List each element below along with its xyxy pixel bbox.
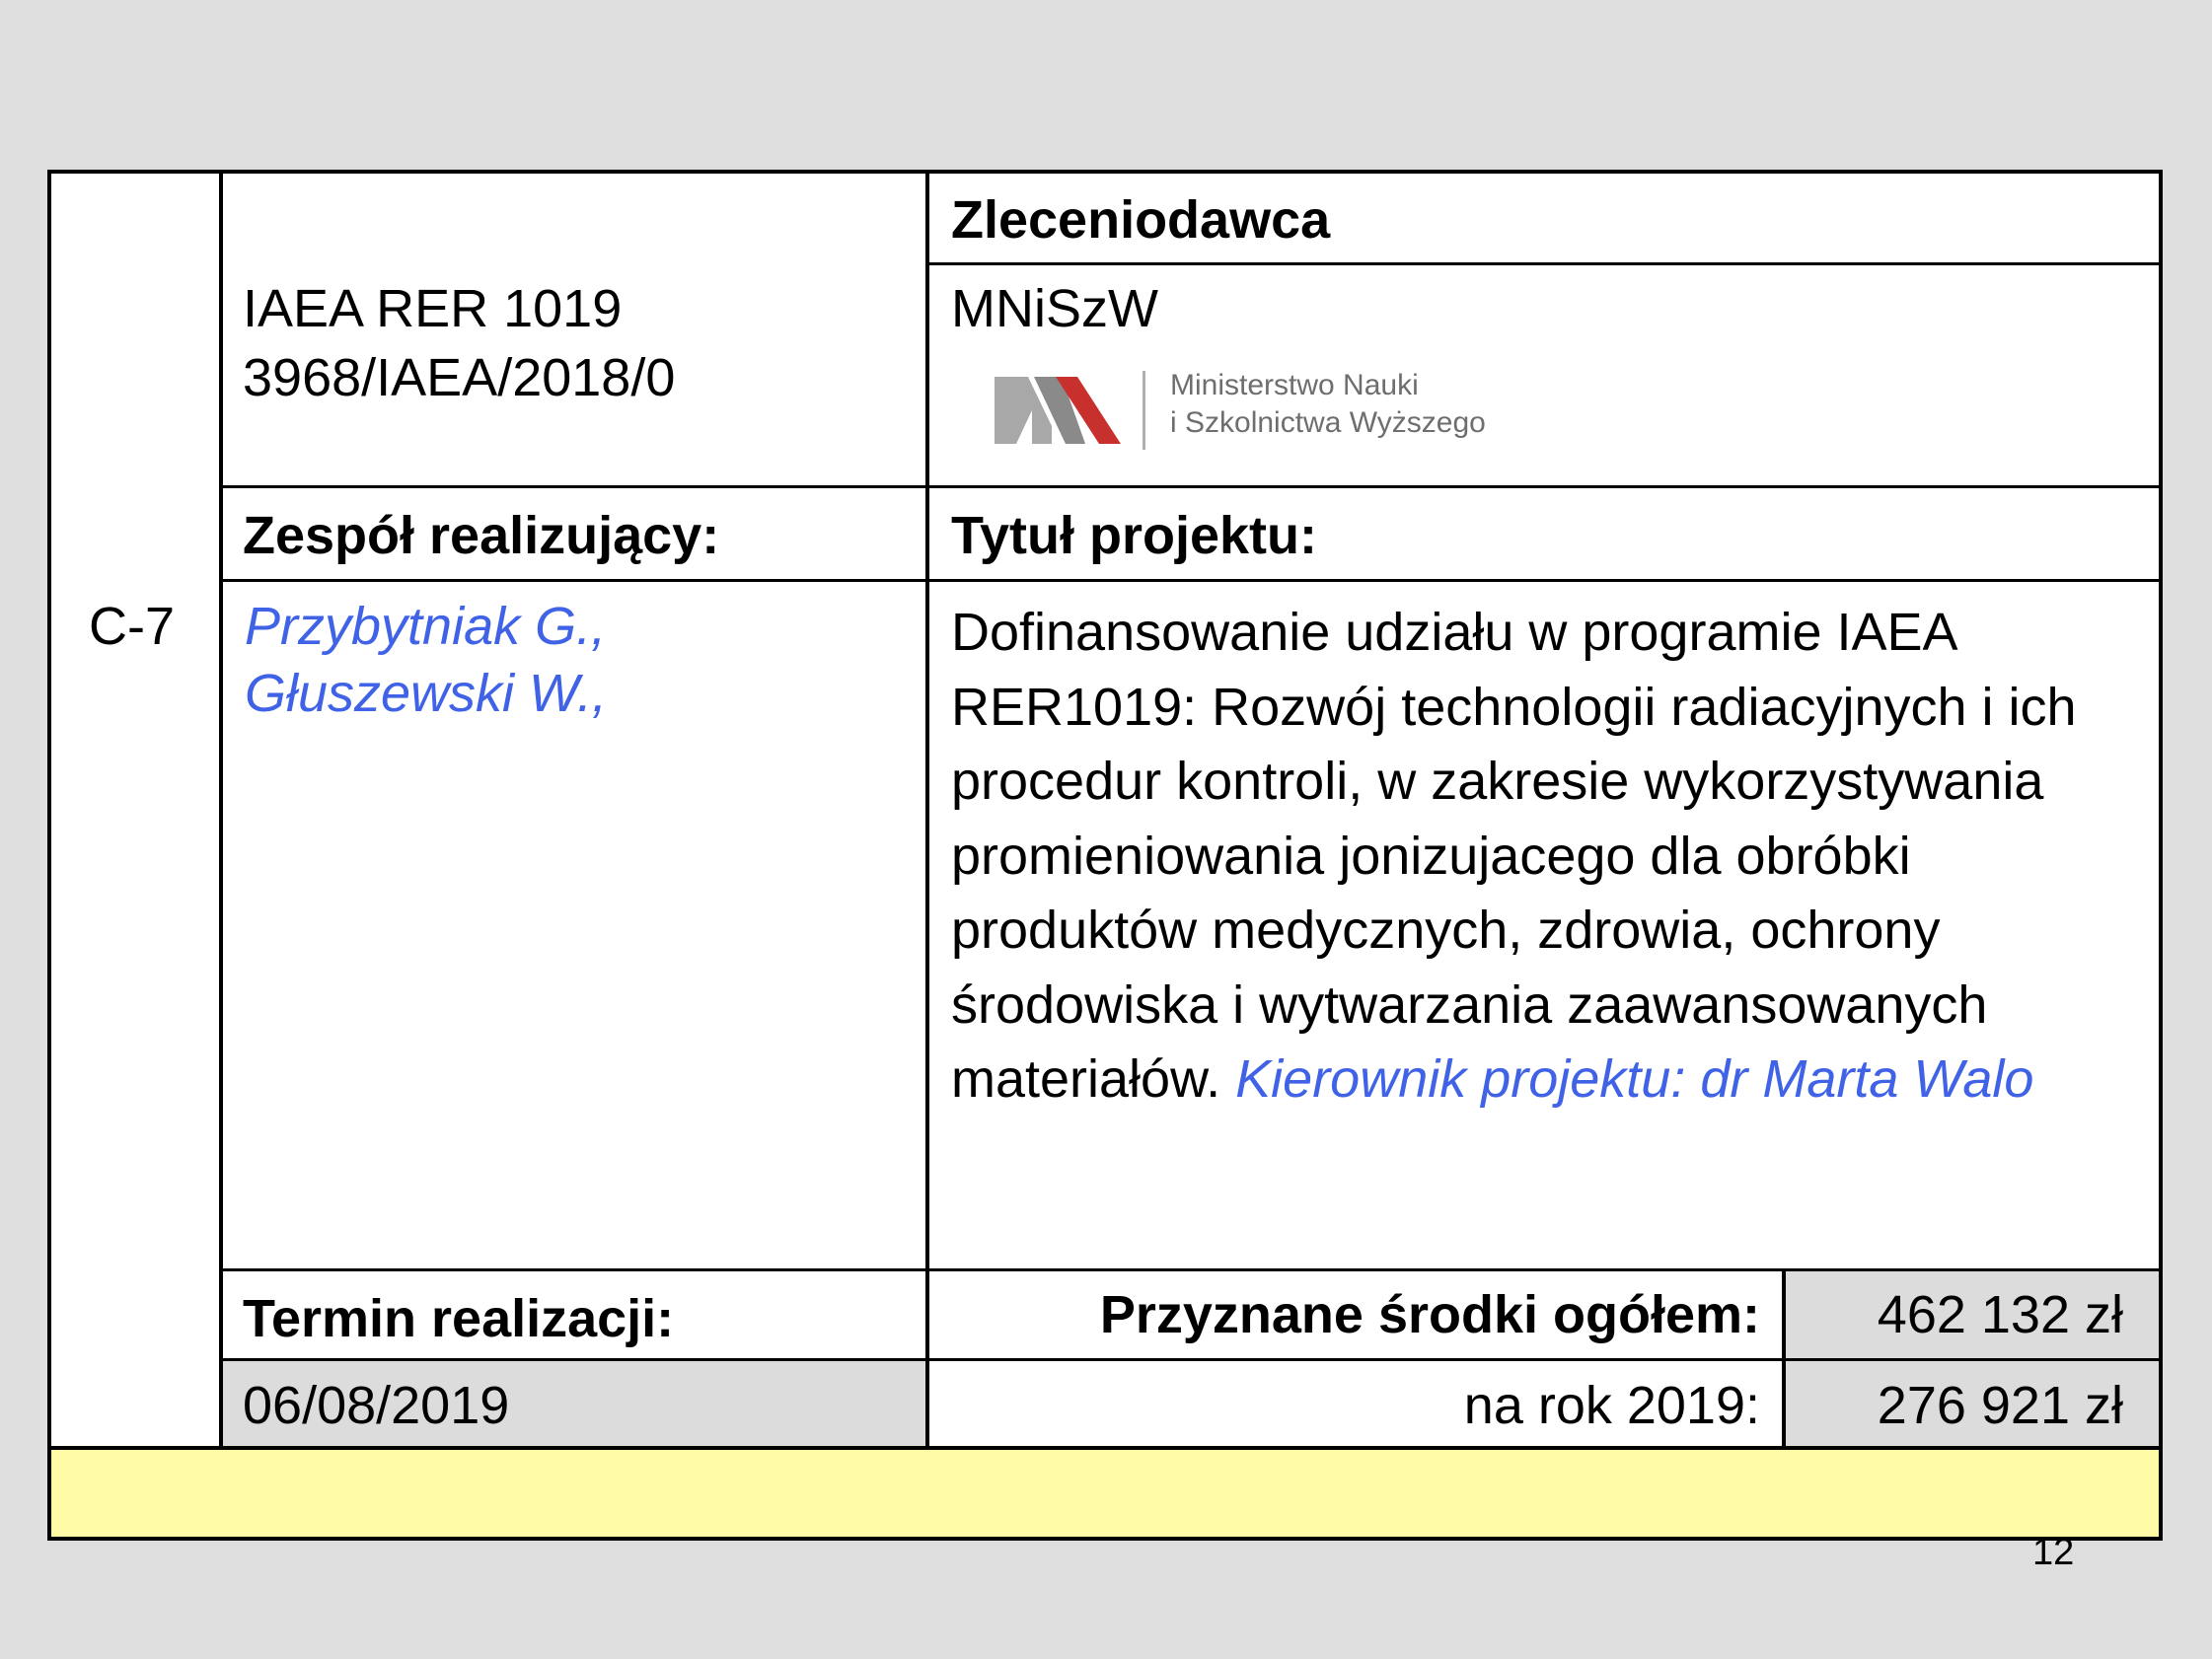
team-header: Zespół realizujący: xyxy=(243,506,720,565)
project-manager: Kierownik projektu: dr Marta Walo xyxy=(1235,1049,2034,1109)
row-id: C-7 xyxy=(89,597,176,656)
zleceniodawca-value: MNiSzW xyxy=(951,279,1158,338)
team-member-1: Przybytniak G., xyxy=(245,597,607,656)
project-code-2: 3968/IAEA/2018/0 xyxy=(243,348,676,407)
divider-col2 xyxy=(925,170,929,1448)
logo-text-line-1: Ministerstwo Nauki xyxy=(1170,369,1419,401)
divider-zleceniodawca xyxy=(925,262,2161,265)
total-funds-label: Przyznane środki ogółem: xyxy=(1099,1285,1760,1344)
table-border-top xyxy=(47,170,2163,174)
divider-headers xyxy=(219,485,2161,488)
termin-value: 06/08/2019 xyxy=(243,1376,510,1435)
total-funds-value: 462 132 zł xyxy=(1877,1285,2123,1344)
termin-header: Termin realizacji: xyxy=(243,1289,675,1348)
year-funds-label: na rok 2019: xyxy=(1463,1376,1760,1435)
table-border-left xyxy=(47,170,51,1541)
logo-text-line-2: i Szkolnictwa Wyższego xyxy=(1170,406,1486,439)
divider-year xyxy=(219,1358,2161,1361)
team-member-2: Głuszewski W., xyxy=(245,664,608,723)
project-code-1: IAEA RER 1019 xyxy=(243,279,623,338)
zleceniodawca-header: Zleceniodawca xyxy=(951,190,1331,250)
divider-header-body xyxy=(219,579,2161,582)
ministry-logo-icon xyxy=(995,371,1162,450)
highlight-row xyxy=(47,1448,2161,1539)
page-number: 12 xyxy=(2032,1532,2075,1573)
divider-funds xyxy=(219,1268,2161,1271)
divider-yellow xyxy=(47,1446,2163,1450)
logo-text xyxy=(1170,367,1486,442)
project-title xyxy=(951,596,2155,1118)
table-border-right xyxy=(2159,170,2163,1541)
title-header: Tytuł projektu: xyxy=(951,506,1317,565)
year-funds-value: 276 921 zł xyxy=(1877,1376,2123,1435)
project-title-text: Dofinansowanie udziału w programie IAEA RER1019: Rozwój technologii radiacyjnych i ich procedur kontroli, w zakresie wykorzystywania promieniowania jonizujacego dla obróbki produktów medycznych, zdrowia, ochrony środowiska i wytwarzania zaawansowanych materiałów. xyxy=(951,603,2077,1109)
divider-col1 xyxy=(219,170,223,1448)
table-border-bottom xyxy=(47,1537,2163,1541)
